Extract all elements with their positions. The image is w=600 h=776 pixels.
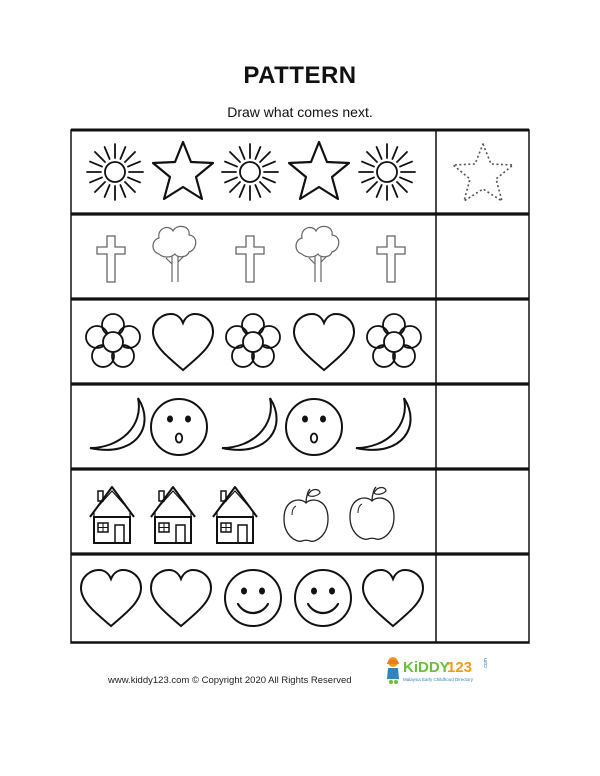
cross-icon [97,236,125,282]
sun-icon [359,144,415,200]
moon-icon [90,398,145,450]
heart-icon [81,570,141,626]
star-icon [289,142,349,199]
cross-icon [236,236,264,282]
flower-icon [86,314,140,367]
copyright-text: www.kiddy123.com © Copyright 2020 All Rights Reserved [108,675,352,686]
answer-box-row-4[interactable] [437,386,528,468]
flower-icon [226,314,280,367]
heart-icon [363,570,423,626]
answer-box-row-2[interactable] [437,216,528,298]
heart-icon [294,314,354,370]
pattern-row-5 [90,487,394,543]
sun-icon [222,144,278,200]
star-icon [153,142,213,199]
pattern-row-6 [81,570,423,626]
logo-number: 123 [447,659,473,676]
house-icon [213,487,257,543]
house-icon [151,487,195,543]
pattern-row-4 [90,398,411,455]
moon-icon [222,398,277,450]
kiddy123-logo[interactable] [384,652,492,688]
moon-icon [356,398,411,450]
house-icon [90,487,134,543]
answer-box-row-3[interactable] [437,301,528,383]
smiley-face-icon [295,570,351,626]
tree-icon [296,226,339,282]
worksheet-title: PATTERN [243,62,357,89]
flower-icon [367,314,421,367]
heart-icon [151,570,211,626]
apple-icon [350,487,394,539]
answer-box-row-5[interactable] [437,471,528,553]
apple-icon [284,489,328,541]
answer-box-row-1[interactable] [437,131,528,213]
tree-icon [153,226,196,282]
answer-box-row-6[interactable] [437,556,528,641]
worksheet-instruction: Draw what comes next. [227,104,373,120]
logo-text: KiDDY [403,659,450,676]
heart-icon [153,314,213,370]
sun-icon [87,144,143,200]
surprised-face-icon [286,399,342,455]
pattern-row-2 [97,226,405,282]
pattern-row-3 [86,314,421,370]
cross-icon [377,236,405,282]
logo-tagline: Malaysia Early Childhood Directory [403,677,474,682]
smiley-face-icon [225,570,281,626]
logo-suffix: .com [483,658,489,669]
surprised-face-icon [151,399,207,455]
